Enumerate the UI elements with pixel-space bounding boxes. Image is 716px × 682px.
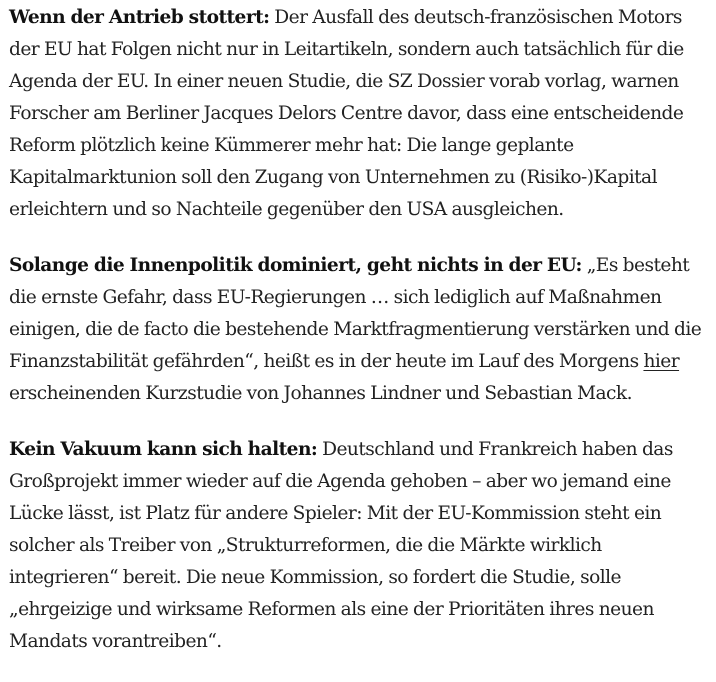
- paragraph-text: Der Ausfall des deutsch-französischen Motors der EU hat Folgen nicht nur in Leitartikeln, sondern auch tatsächlich für die Agenda der EU. In einer neuen Studie, die SZ Dossier vorab vorlag, warnen Forscher am Berliner Jacques Delors Centre davor, dass eine entscheidende Reform plötzlich keine Kümmerer mehr hat: Die lange geplante Kapitalmarktunion soll den Zugang von Unternehmen zu (Risiko-)Kapital erleichtern und so Nachteile gegenüber den USA ausgleichen.: [9, 7, 684, 220]
- paragraph-text: „Es besteht die ernste Gefahr, dass EU-Regierungen … sich lediglich auf Maßnahmen einigen, die de facto die bestehende Marktfragmentierung verstärken und die Finanzstabilität gefährden“, heißt es in der heute im Lauf des Morgens: [9, 255, 702, 372]
- paragraph-innenpolitik: [9, 250, 711, 410]
- study-link[interactable]: hier: [643, 351, 680, 372]
- paragraph-vakuum: [9, 434, 711, 658]
- paragraph-lead: Wenn der Antrieb stottert:: [9, 7, 270, 28]
- paragraph-lead: Solange die Innenpolitik dominiert, geht nichts in der EU:: [9, 255, 582, 276]
- paragraph-antrieb: [9, 2, 711, 226]
- paragraph-lead: Kein Vakuum kann sich halten:: [9, 439, 318, 460]
- paragraph-text: Deutschland und Frankreich haben das Großprojekt immer wieder auf die Agenda gehoben – aber wo jemand eine Lücke lässt, ist Platz für andere Spieler: Mit der EU-Kommission steht ein solcher als Treiber von „Strukturreformen, die die Märkte wirklich integrieren“ bereit. Die neue Kommission, so fordert die Studie, solle „ehrgeizige und wirksame Reformen als eine der Prioritäten ihres neuen Mandats vorantreiben“.: [9, 439, 673, 652]
- article-body: [9, 2, 711, 682]
- paragraph-text: erscheinenden Kurzstudie von Johannes Lindner und Sebastian Mack.: [9, 383, 632, 404]
